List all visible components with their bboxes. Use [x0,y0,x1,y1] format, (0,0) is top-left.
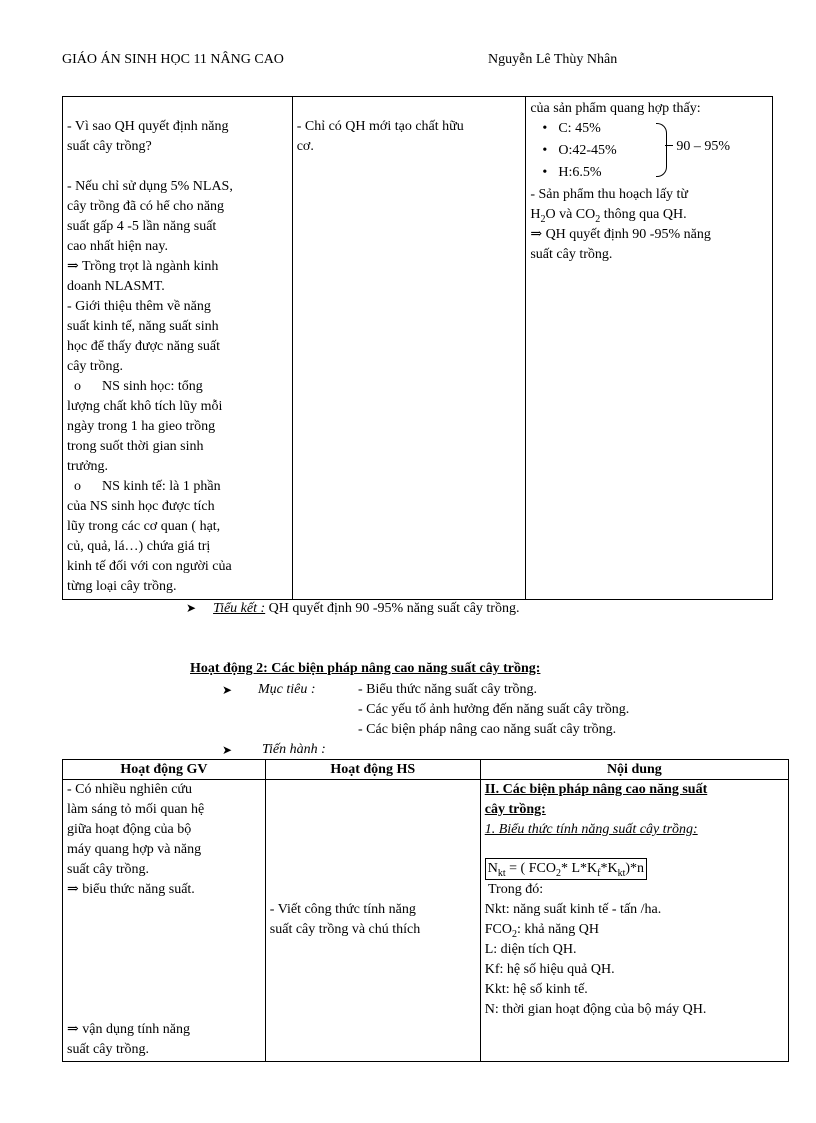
table1-col-gv [63,97,293,600]
text-line: lượng chất khô tích lũy mỗi [67,399,223,414]
text-line: - Giới thiệu thêm về năng [67,299,211,314]
text-line: suất cây trồng và chú thích [269,922,421,937]
table2-col-nd [480,780,788,1062]
definition-line: Nkt: năng suất kinh tế - tấn /ha. [484,902,662,917]
header-right: Nguyễn Lê Thùy Nhân [488,52,618,67]
list-item: • C: 45% [558,119,768,141]
muc-tieu-list [358,680,629,740]
text-line: máy quang hợp và năng [67,842,202,857]
text-line: ⇒ biểu thức năng suất. [67,882,195,897]
tieu-ket [186,598,519,619]
tieu-ket-label: Tiểu kết : [213,601,266,616]
text-line: cây trồng. [67,359,123,374]
text-line: - Sản phẩm thu hoạch lấy từ [530,187,689,202]
text-line: từng loại cây trồng. [67,579,177,594]
text-line: làm sáng tỏ mối quan hệ [67,802,205,817]
tien-hanh-arrow [222,740,232,761]
activity-2-title: Hoạt động 2: Các biện pháp nâng cao năng suất cây trồng: [190,661,541,676]
list-item: - Các biện pháp nâng cao năng suất cây trồng. [358,722,617,737]
text-line: suất cây trồng? [67,139,152,154]
arrow-bullet-icon: ➤ [186,601,197,615]
text-line: - Chỉ có QH mới tạo chất hữu [296,119,464,134]
table-1 [62,96,773,600]
tien-hanh-label: Tiến hành : [262,742,326,757]
text-line: - Nếu chỉ sử dụng 5% NLAS, [67,179,233,194]
table-2 [62,759,789,1062]
definition-line: N: thời gian hoạt động của bộ máy QH. [484,1002,707,1017]
text-line: học để thấy được năng suất [67,339,221,354]
text-line: suất kinh tế, năng suất sinh [67,319,219,334]
definition-line: $FCO_2$: khả năng QH [484,922,600,940]
text-line: suất cây trồng. [530,247,613,262]
text-line: cơ. [296,139,314,154]
formula-box: $N_{kt}$ = ( $FCO_2*$ $L*K_f*K_{kt})*n$ [485,858,647,880]
text-line: trưởng. [67,459,109,474]
list-item: • O:42-45% [558,141,768,163]
tieu-ket-text: QH quyết định 90 -95% năng suất cây trồng. [265,601,520,616]
list-item: • H:6.5% [558,163,768,185]
text-line: ⇒ QH quyết định 90 -95% năng [530,227,711,242]
text-line: ⇒ vận dụng tính năng [67,1022,190,1037]
text-line: củ, quả, lá…) chứa giá trị [67,539,211,554]
muc-tieu-arrow [222,680,232,701]
list-item: - Biểu thức năng suất cây trồng. [358,682,538,697]
text-line: trong suốt thời gian sinh [67,439,204,454]
table1-col-hs [292,97,526,600]
list-item: - Các yếu tố ảnh hưởng đến năng suất cây trồng. [358,702,630,717]
table1-col-content [526,97,773,600]
subtitle: 1. Biểu thức tính năng suất cây trồng: [484,822,698,837]
text-line: cao nhất hiện nay. [67,239,168,254]
text-line: - Có nhiều nghiên cứu [67,782,193,797]
text-line: suất cây trồng. [67,1042,150,1057]
table2-header-nd: Nội dung [480,760,788,780]
table2-header-gv: Hoạt động GV [63,760,266,780]
text-line: lũy trong các cơ quan ( hạt, [67,519,221,534]
table2-header-hs: Hoạt động HS [265,760,480,780]
section-title: II. Các biện pháp nâng cao năng suất [484,782,708,797]
brace-shape [656,123,667,177]
header-left: GIÁO ÁN SINH HỌC 11 NÂNG CAO [62,52,284,67]
text-line: Trong đó: [484,882,544,897]
text-line: - Vì sao QH quyết định năng [67,119,229,134]
text-line: của NS sinh học được tích [67,499,215,514]
text-line: kinh tế đối với con người của [67,559,232,574]
text-line: của sản phẩm quang hợp thấy: [530,101,701,116]
table2-col-hs [265,780,480,1062]
definition-line: Kf: hệ số hiệu quả QH. [484,962,615,977]
element-list [530,119,768,185]
text-line: ngày trong 1 ha gieo trồng [67,419,216,434]
text-line: suất cây trồng. [67,862,150,877]
text-line: ⇒ Trồng trọt là ngành kinh [67,259,219,274]
h2o-co2-line: $H_2O$ và $CO_2$ thông qua QH. [530,207,687,225]
text-line: doanh NLASMT. [67,279,165,294]
definition-line: Kkt: hệ số kinh tế. [484,982,588,997]
brace-value: 90 – 95% [676,139,731,154]
muc-tieu-label: Mục tiêu : [258,682,316,697]
text-line: o NS sinh học: tổng [67,379,203,394]
definition-line: L: diện tích QH. [484,942,577,957]
text-line: o NS kinh tế: là 1 phần [67,479,221,494]
arrow-bullet-icon: ➤ [222,683,233,697]
text-line: suất gấp 4 -5 lần năng suất [67,219,217,234]
table2-col-gv [63,780,266,1062]
brace-tip [665,145,673,146]
section-title: cây trồng: [484,802,546,817]
arrow-bullet-icon: ➤ [222,743,233,757]
text-line: cây trồng đã có hể cho năng [67,199,225,214]
text-line: giữa hoạt động của bộ [67,822,192,837]
text-line: - Viết công thức tính năng [269,902,416,917]
